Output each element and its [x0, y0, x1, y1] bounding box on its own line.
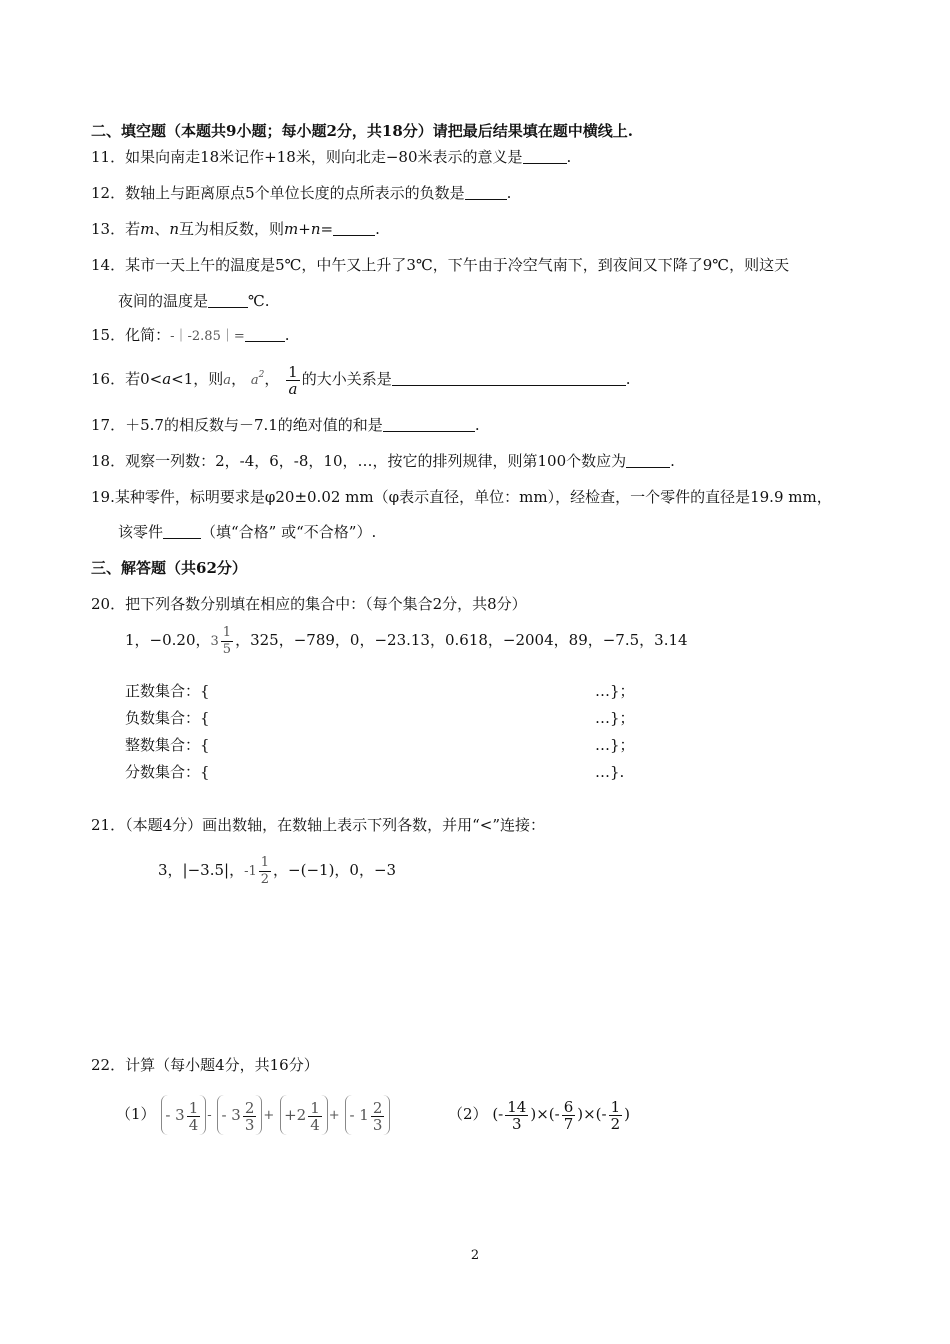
q14-number: 14． — [91, 256, 126, 274]
p2-factor-1-post: )× — [530, 1105, 549, 1123]
question-13 — [91, 219, 380, 239]
question-15 — [91, 325, 290, 347]
q20-mixed-whole: 3 — [210, 634, 219, 649]
q16-answer-blank[interactable] — [392, 370, 626, 386]
q16-exponent: 2 — [258, 370, 265, 380]
q11-answer-blank[interactable] — [523, 148, 567, 164]
q11-end: . — [566, 148, 572, 166]
q20-number-list — [125, 620, 688, 662]
q16-a3: a — [250, 373, 259, 388]
set-integer-end: …}； — [595, 736, 635, 754]
q19-text-a: 该零件 — [118, 523, 164, 541]
section3-header: 三、解答题（共62分） — [91, 559, 247, 577]
p2-factor-2-pre: (- — [548, 1105, 560, 1123]
p1-term-3-whole: +2 — [284, 1106, 307, 1124]
q15-number: 15． — [91, 326, 126, 344]
p2-factor-3-den: 2 — [610, 1114, 621, 1133]
p1-term-4-frac — [371, 1100, 385, 1133]
q20-nums-b: ，325，−789，0，−23.13，0.618，−2004，89，−7.5，3.14 — [235, 631, 688, 649]
p1-op-3: + — [328, 1108, 340, 1123]
set-negative — [125, 708, 635, 728]
q16-a2: a — [223, 373, 232, 388]
q21-mixed-number — [244, 855, 273, 887]
q13-expr: m+n= — [284, 220, 334, 238]
p2-factor-3-pre: (- — [595, 1105, 607, 1123]
p2-factor-3-post: ) — [624, 1105, 630, 1123]
p1-term-3 — [280, 1095, 328, 1135]
q14-text-line1: 某市一天上午的温度是5℃，中午又上升了3℃，下午由于冷空气南下，到夜间又下降了9℃，则这天 — [125, 256, 790, 274]
q16-frac-num: 1 — [288, 362, 298, 381]
q16-text-a: 若0< — [125, 370, 163, 388]
q17-end: . — [474, 416, 480, 434]
q16-a1: a — [162, 370, 172, 388]
q21-number-list — [158, 850, 396, 892]
q22-part2-label: （2） — [448, 1105, 488, 1123]
q13-n: n — [169, 220, 180, 238]
q21-number: 21． — [91, 816, 126, 834]
q18-answer-blank[interactable] — [626, 452, 670, 468]
q20-text: 把下列各数分别填在相应的集合中：（每个集合2分，共8分） — [125, 595, 527, 613]
question-19-line2 — [118, 522, 376, 542]
q16-text-c: 的大小关系是 — [301, 370, 392, 388]
p1-term-4-den: 3 — [372, 1115, 383, 1134]
q18-number: 18． — [91, 452, 126, 470]
q11-text: 如果向南走18米记作+18米，则向北走−80米表示的意义是 — [125, 148, 523, 166]
q21-mixed-num: 1 — [260, 855, 270, 870]
p1-term-4-num: 2 — [372, 1098, 383, 1117]
q13-text-b: 互为相反数，则 — [179, 220, 285, 238]
q20-mixed-den: 5 — [222, 642, 232, 657]
q19-answer-blank[interactable] — [163, 523, 201, 539]
p2-factor-1-pre: (- — [492, 1105, 504, 1123]
set-negative-label: 负数集合：{ — [125, 709, 210, 727]
p1-term-2-frac — [243, 1100, 257, 1133]
question-14-line2 — [118, 291, 270, 311]
p1-term-3-den: 4 — [310, 1115, 320, 1134]
question-14-line1 — [91, 255, 789, 275]
q20-mixed-number — [210, 625, 236, 657]
q19-number: 19. — [91, 488, 115, 506]
q14-text-line2: 夜间的温度是 — [118, 292, 209, 310]
p2-factor-2-num: 6 — [563, 1097, 574, 1116]
q13-answer-blank[interactable] — [333, 220, 375, 236]
q12-text: 数轴上与距离原点5个单位长度的点所表示的负数是 — [125, 184, 465, 202]
q21-nums-b: ，−(−1)，0，−3 — [273, 861, 397, 879]
p1-term-1-frac — [187, 1100, 201, 1133]
q19-text-line1: 某种零件，标明要求是φ20±0.02 mm（φ表示直径，单位：mm），经检查，一个零件的直径是19.9 mm， — [114, 488, 832, 506]
q21-mixed-den: 2 — [260, 872, 270, 887]
q17-answer-blank[interactable] — [383, 416, 475, 432]
question-22 — [91, 1055, 319, 1075]
set-fraction-end: …}. — [595, 763, 625, 781]
q12-end: . — [506, 184, 512, 202]
section2-header: 二、填空题（本题共9小题；每小题2分，共18分）请把最后结果填在题中横线上. — [91, 122, 633, 140]
p2-factor-2-den: 7 — [563, 1114, 574, 1133]
question-12 — [91, 183, 511, 203]
q15-expression: -｜-2.85｜= — [170, 329, 245, 344]
set-positive-label: 正数集合：{ — [125, 682, 210, 700]
p1-term-1 — [161, 1095, 206, 1135]
p1-term-2 — [217, 1095, 262, 1135]
p1-term-4-whole: - 1 — [349, 1106, 369, 1124]
p1-term-3-frac — [308, 1100, 322, 1133]
q16-end: . — [625, 370, 631, 388]
q20-mixed-frac — [221, 625, 233, 658]
q13-text-a: 若 — [125, 220, 141, 238]
q19-text-b: （填“合格” 或“不合格”）. — [201, 523, 377, 541]
q16-comma2: ， — [264, 370, 280, 388]
set-positive-end: …}； — [595, 682, 635, 700]
question-21 — [91, 815, 545, 835]
q16-number: 16． — [91, 370, 126, 388]
p1-term-1-whole: - 3 — [165, 1106, 185, 1124]
q22-number: 22． — [91, 1056, 126, 1074]
p2-factor-1-frac — [505, 1099, 528, 1132]
q12-number: 12． — [91, 184, 126, 202]
q17-number: 17． — [91, 416, 126, 434]
q20-number: 20． — [91, 595, 126, 613]
q21-mixed-prefix: -1 — [244, 864, 257, 879]
question-18 — [91, 451, 675, 471]
q13-sep: 、 — [154, 220, 170, 238]
p1-term-2-whole: - 3 — [221, 1106, 241, 1124]
question-16 — [91, 356, 631, 400]
p2-factor-3-num: 1 — [610, 1097, 621, 1116]
set-negative-end: …}； — [595, 709, 635, 727]
q22-text: 计算（每小题4分，共16分） — [125, 1056, 319, 1074]
q22-part2 — [448, 1092, 630, 1136]
q20-mixed-num: 1 — [222, 625, 232, 640]
q21-mixed-frac — [259, 855, 271, 888]
q15-answer-blank[interactable] — [245, 326, 285, 342]
q22-part1-label: （1） — [116, 1105, 156, 1123]
q21-nums-a: 3，|−3.5|， — [158, 861, 245, 879]
q17-text: ＋5.7的相反数与－7.1的绝对值的和是 — [125, 416, 383, 434]
p1-term-1-num: 1 — [188, 1098, 199, 1117]
p1-op-1: - — [207, 1108, 212, 1123]
p2-factor-3-frac — [609, 1099, 623, 1132]
p1-op-2: + — [263, 1108, 275, 1123]
p2-factor-1-num: 14 — [507, 1097, 527, 1116]
question-17 — [91, 415, 480, 435]
question-11 — [91, 147, 571, 167]
p1-term-1-den: 4 — [188, 1115, 199, 1134]
q16-fraction — [286, 364, 300, 397]
q18-end: . — [670, 452, 675, 470]
q16-a-squared — [250, 370, 265, 388]
q22-part1 — [116, 1092, 391, 1138]
set-integer — [125, 735, 635, 755]
q20-nums-a: 1，−0.20， — [125, 631, 211, 649]
q11-number: 11． — [91, 148, 126, 166]
question-19-line1 — [91, 487, 832, 507]
set-fraction — [125, 762, 625, 782]
q18-text: 观察一列数：2，-4，6，-8，10，…，按它的排列规律，则第100个数应为 — [125, 452, 627, 470]
q21-text: （本题4分）画出数轴，在数轴上表示下列各数，并用“<”连接： — [125, 816, 546, 834]
q16-frac-den: a — [286, 380, 300, 397]
p1-term-4 — [345, 1095, 390, 1135]
q13-m: m — [140, 220, 155, 238]
set-integer-label: 整数集合：{ — [125, 736, 210, 754]
q13-number: 13． — [91, 220, 126, 238]
question-20 — [91, 594, 527, 614]
page-number: 2 — [470, 1248, 480, 1263]
p1-term-2-num: 2 — [244, 1098, 255, 1117]
q16-comma1: ， — [231, 370, 247, 388]
q14-answer-blank[interactable] — [208, 292, 248, 308]
q12-answer-blank[interactable] — [465, 184, 507, 200]
set-fraction-label: 分数集合：{ — [125, 763, 210, 781]
p2-factor-2-post: )× — [577, 1105, 596, 1123]
q13-end: . — [375, 220, 380, 238]
q15-text: 化简： — [125, 326, 171, 344]
p2-factor-2-frac — [562, 1099, 576, 1132]
q15-end: . — [284, 326, 290, 344]
set-positive — [125, 681, 635, 701]
p1-term-2-den: 3 — [244, 1115, 255, 1134]
p1-term-3-num: 1 — [310, 1098, 320, 1117]
q16-text-b: <1，则 — [171, 370, 224, 388]
p2-factor-1-den: 3 — [505, 1115, 528, 1132]
q14-end: ℃. — [248, 292, 270, 310]
